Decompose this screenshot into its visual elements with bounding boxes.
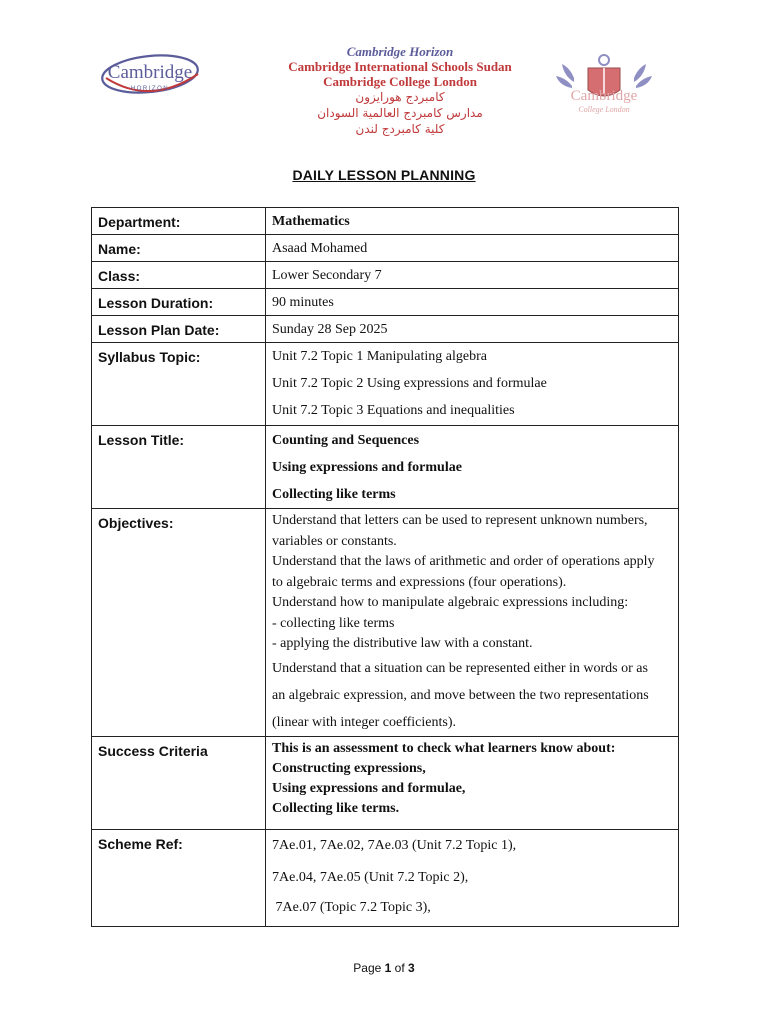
- page-footer: [0, 961, 768, 975]
- syllabus-line: Unit 7.2 Topic 2 Using expressions and formulae: [272, 376, 547, 391]
- department-label: Department:: [92, 208, 266, 235]
- objective-line: Understand that the laws of arithmetic and order of operations apply: [272, 554, 655, 569]
- duration-label: Lesson Duration:: [92, 289, 266, 316]
- footer-prefix: Page: [353, 961, 385, 975]
- objective-line: Understand that letters can be used to represent unknown numbers,: [272, 513, 648, 528]
- school-header: [270, 44, 530, 137]
- objective-line: variables or constants.: [272, 533, 397, 549]
- lesson-title-line: Counting and Sequences: [272, 433, 420, 448]
- right-logo-text: Cambridge: [570, 88, 638, 104]
- left-logo-sub: HORIZON: [130, 86, 170, 92]
- table-row: [92, 509, 679, 737]
- success-line: Constructing expressions,: [272, 760, 426, 776]
- arabic-line-1: كامبردج هورايزون: [355, 90, 445, 104]
- objective-line: an algebraic expression, and move between the two representations: [272, 687, 649, 703]
- arabic-line-3: كلية كامبردج لندن: [355, 122, 445, 136]
- document-title: DAILY LESSON PLANNING: [292, 167, 476, 183]
- syllabus-value: [266, 343, 679, 426]
- lesson-plan-table: [91, 207, 679, 927]
- objective-line: to algebraic terms and expressions (four operations).: [272, 574, 567, 590]
- date-label: Lesson Plan Date:: [92, 316, 266, 343]
- table-row: [92, 262, 679, 289]
- objective-line: - collecting like terms: [272, 615, 395, 631]
- success-label: Success Criteria: [92, 736, 266, 829]
- success-line: This is an assessment to check what learners know about:: [272, 740, 616, 756]
- left-logo-text: Cambridge: [107, 62, 193, 83]
- cambridge-college-logo: [552, 46, 656, 122]
- table-row: [92, 208, 679, 235]
- school-line-1: Cambridge Horizon: [346, 44, 454, 59]
- name-value: Asaad Mohamed: [266, 235, 679, 262]
- lesson-title-label: Lesson Title:: [92, 426, 266, 509]
- success-value: [266, 736, 679, 829]
- school-line-3: Cambridge College London: [323, 74, 477, 89]
- class-value: Lower Secondary 7: [266, 262, 679, 289]
- class-label: Class:: [92, 262, 266, 289]
- table-row: [92, 289, 679, 316]
- objective-line: Understand that a situation can be represented either in words or as: [272, 660, 648, 676]
- page-number: 1: [384, 961, 392, 975]
- footer-of: of: [391, 961, 409, 975]
- table-row: [92, 235, 679, 262]
- scheme-value: [266, 829, 679, 926]
- scheme-line: 7Ae.01, 7Ae.02, 7Ae.03 (Unit 7.2 Topic 1),: [272, 837, 517, 853]
- duration-value: 90 minutes: [266, 289, 679, 316]
- syllabus-line: Unit 7.2 Topic 1 Manipulating algebra: [272, 349, 487, 364]
- objective-line: Understand how to manipulate algebraic expressions including:: [272, 595, 629, 610]
- success-line: Collecting like terms.: [272, 800, 400, 816]
- lesson-title-line: Using expressions and formulae: [272, 460, 462, 475]
- table-row: [92, 426, 679, 509]
- objective-line: - applying the distributive law with a constant.: [272, 636, 533, 651]
- objectives-label: Objectives:: [92, 509, 266, 737]
- scheme-line: 7Ae.07 (Topic 7.2 Topic 3),: [272, 899, 431, 915]
- scheme-label: Scheme Ref:: [92, 829, 266, 926]
- scheme-line: 7Ae.04, 7Ae.05 (Unit 7.2 Topic 2),: [272, 869, 469, 885]
- objectives-value: [266, 509, 679, 737]
- objective-line: (linear with integer coefficients).: [272, 714, 456, 730]
- syllabus-line: Unit 7.2 Topic 3 Equations and inequalities: [272, 403, 515, 418]
- table-row: [92, 343, 679, 426]
- arabic-line-2: مدارس كامبردج العالمية السودان: [317, 106, 483, 120]
- success-line: Using expressions and formulae,: [272, 780, 466, 796]
- table-row: [92, 829, 679, 926]
- department-value: Mathematics: [266, 208, 679, 235]
- lesson-title-value: [266, 426, 679, 509]
- name-label: Name:: [92, 235, 266, 262]
- lesson-title-line: Collecting like terms: [272, 487, 396, 502]
- page-total: 3: [408, 961, 415, 975]
- table-row: [92, 316, 679, 343]
- right-logo-sub: College London: [578, 105, 630, 114]
- syllabus-label: Syllabus Topic:: [92, 343, 266, 426]
- table-row: [92, 736, 679, 829]
- school-line-2: Cambridge International Schools Sudan: [288, 59, 512, 74]
- cambridge-horizon-logo: [98, 48, 208, 112]
- date-value: Sunday 28 Sep 2025: [266, 316, 679, 343]
